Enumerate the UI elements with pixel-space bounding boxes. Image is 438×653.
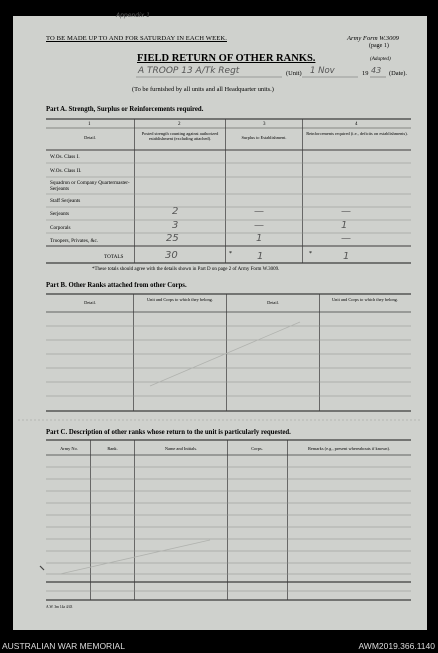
part-b-col-detail-2: Detail. [267, 300, 279, 305]
form-adapted: (Adapted) [370, 56, 391, 62]
row-label-wo2: W.Os. Class II. [50, 168, 82, 174]
totals-asterisk-4: * [309, 251, 312, 257]
col-number-2: 2 [178, 122, 181, 127]
troopers-reinf: — [341, 233, 351, 244]
part-a-heading: Part A. Strength, Surplus or Reinforcements required. [46, 106, 204, 113]
part-b-col-unit-1: Unit and Corps to which they belong. [147, 297, 213, 302]
row-label-serjeants: Serjeants [50, 211, 70, 217]
part-c-col-remarks: Remarks (e.g., present whereabouts if known). [307, 446, 391, 451]
archive-footer [0, 640, 438, 653]
row-label-staff-sjt: Staff Serjeants [50, 198, 81, 204]
totals-surplus: 1 [257, 251, 264, 262]
year-prefix: 19 [362, 70, 369, 77]
col-number-4: 4 [355, 122, 358, 127]
totals-label: TOTALS [104, 254, 124, 260]
unit-label: (Unit) [286, 70, 302, 77]
troopers-surplus: 1 [256, 233, 263, 244]
part-b-heading: Part B. Other Ranks attached from other Corps. [46, 282, 187, 289]
furnish-note: (To be furnished by all units and all Headquarter units.) [132, 86, 274, 93]
totals-asterisk-3: * [229, 251, 232, 257]
row-label-wo1: W.Os. Class I. [50, 154, 80, 160]
col-number-3: 3 [263, 122, 266, 127]
part-b-col-unit-2: Unit and Corps to which they belong. [332, 297, 398, 302]
serjeants-reinf: — [341, 206, 351, 217]
year-handwritten: 43 [371, 66, 382, 75]
date-label: (Date). [389, 70, 407, 77]
troopers-posted: 25 [166, 233, 179, 244]
serjeants-surplus: — [254, 206, 264, 217]
part-a-col-detail: Detail. [84, 135, 96, 140]
part-b-col-detail-1: Detail. [84, 300, 96, 305]
part-c-col-rank: Rank. [107, 446, 118, 451]
col-number-1: 1 [88, 122, 91, 127]
corporals-posted: 3 [172, 220, 179, 231]
part-c-heading: Part C. Description of other ranks whose return to the unit is particularly requested. [46, 429, 291, 436]
corporals-surplus: — [254, 220, 264, 231]
date-handwritten: 1 Nov [310, 66, 335, 76]
top-instruction: TO BE MADE UP TO AND FOR SATURDAY IN EACH WEEK. [46, 35, 227, 42]
appendix-note: Appendix 1 [116, 12, 150, 19]
form-page: (page 1) [369, 43, 389, 49]
row-label-corporals: Corporals [50, 225, 71, 231]
part-a-note: *These totals should agree with the details shown in Part D on page 2 of Army Form W.3009. [92, 267, 280, 272]
part-c-col-armyno: Army No. [60, 446, 78, 451]
row-label-cqms: Squadron or Company Quartermaster-Serjeants [50, 180, 130, 193]
footer-accession-number: AWM2019.366.1140 [358, 641, 435, 651]
part-a-col-reinf: Reinforcements required (i.e., deficits on establishments). [306, 131, 408, 136]
form-title: FIELD RETURN OF OTHER RANKS. [137, 53, 316, 64]
row-label-troopers: Troopers, Privates, &c. [50, 238, 99, 244]
corporals-reinf: 1 [341, 220, 348, 231]
part-a-col-posted: Posted strength counting against authorized establishment (excluding attached). [141, 131, 219, 142]
part-c-col-corps: Corps. [251, 446, 263, 451]
printer-note: A.W. 3m 14a 4/43 [46, 605, 73, 609]
part-a-col-surplus: Surplus to Establishment. [241, 135, 287, 140]
unit-handwritten: A TROOP 13 A/Tk Regt [138, 66, 240, 76]
part-c-col-name: Name and Initials. [164, 446, 198, 451]
serjeants-posted: 2 [172, 206, 179, 217]
totals-reinf: 1 [343, 251, 350, 262]
footer-institution: AUSTRALIAN WAR MEMORIAL [2, 641, 125, 651]
form-number: Army Form W.3009 [347, 35, 399, 42]
totals-posted: 30 [165, 250, 178, 261]
